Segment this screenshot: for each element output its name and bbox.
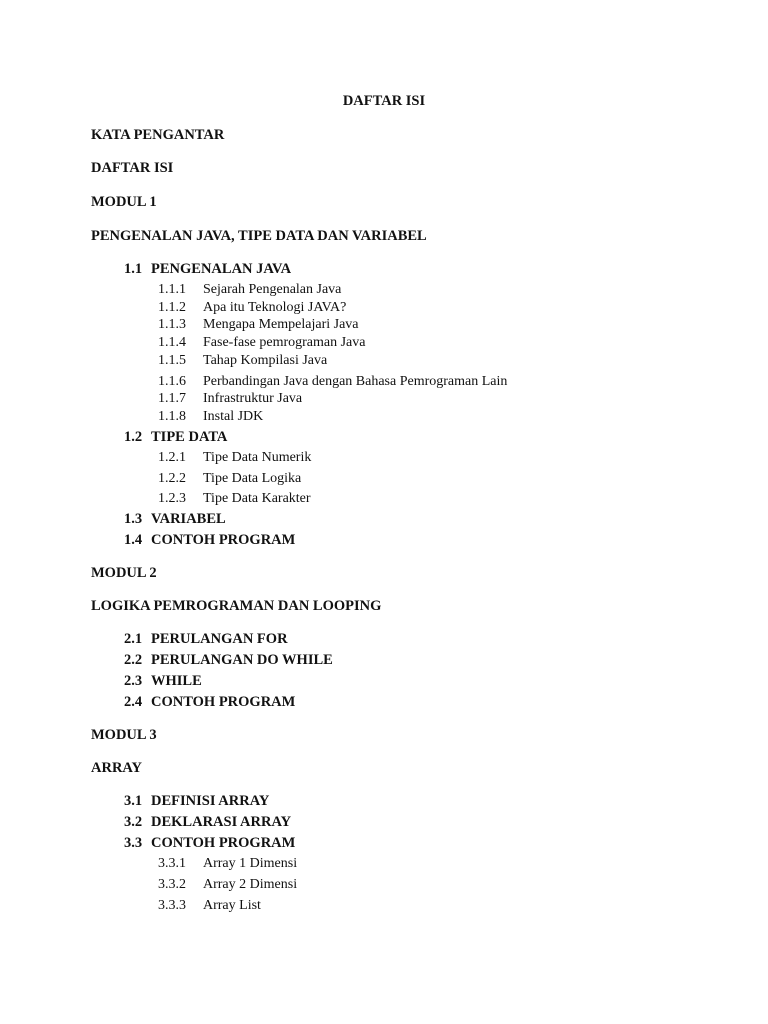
toc-subsection — [158, 450, 311, 466]
section-label: PENGENALAN JAVA — [151, 261, 292, 277]
toc-subsection — [158, 335, 365, 351]
subsection-number: 1.1.6 — [158, 374, 186, 389]
subsection-label: Fase-fase pemrograman Java — [203, 335, 366, 350]
section-label: CONTOH PROGRAM — [151, 532, 296, 548]
subsection-label: Array List — [203, 898, 261, 913]
toc-section — [124, 814, 291, 831]
toc-section — [124, 835, 295, 852]
toc-modul-2-label: MODUL 2 — [91, 565, 157, 581]
toc-subsection — [158, 374, 507, 390]
section-label: DEKLARASI ARRAY — [151, 814, 292, 830]
section-number: 1.1 — [124, 261, 143, 277]
page-title: DAFTAR ISI — [342, 93, 426, 109]
section-number: 1.2 — [124, 429, 143, 445]
toc-subsection — [158, 391, 302, 407]
section-number: 1.3 — [124, 511, 143, 527]
subsection-number: 1.2.3 — [158, 491, 186, 506]
subsection-label: Tipe Data Karakter — [203, 491, 311, 506]
subsection-number: 1.1.2 — [158, 300, 186, 315]
toc-subsection — [158, 856, 297, 872]
toc-modul-1-label: MODUL 1 — [91, 194, 157, 210]
toc-subsection — [158, 877, 297, 893]
toc-section — [124, 793, 269, 810]
subsection-label: Tipe Data Logika — [203, 471, 302, 486]
toc-section — [124, 652, 333, 669]
subsection-label: Tipe Data Numerik — [203, 450, 312, 465]
subsection-label: Array 2 Dimensi — [203, 877, 298, 892]
section-number: 2.4 — [124, 694, 143, 710]
section-number: 2.3 — [124, 673, 143, 689]
subsection-number: 3.3.3 — [158, 898, 186, 913]
toc-kata-pengantar: KATA PENGANTAR — [91, 127, 225, 143]
section-label: VARIABEL — [151, 511, 226, 527]
subsection-number: 1.2.2 — [158, 471, 186, 486]
subsection-number: 1.2.1 — [158, 450, 186, 465]
toc-subsection — [158, 317, 359, 333]
toc-daftar-isi: DAFTAR ISI — [91, 160, 174, 176]
toc-subsection — [158, 282, 341, 298]
subsection-number: 1.1.5 — [158, 353, 186, 368]
subsection-number: 1.1.3 — [158, 317, 186, 332]
toc-section — [124, 631, 288, 648]
toc-section — [124, 429, 227, 446]
section-label: WHILE — [151, 673, 202, 689]
section-label: PERULANGAN DO WHILE — [151, 652, 333, 668]
subsection-number: 3.3.1 — [158, 856, 186, 871]
toc-modul-3-title: ARRAY — [91, 760, 143, 776]
section-number: 2.2 — [124, 652, 143, 668]
section-label: DEFINISI ARRAY — [151, 793, 270, 809]
subsection-number: 1.1.7 — [158, 391, 186, 406]
section-number: 3.3 — [124, 835, 143, 851]
section-number: 2.1 — [124, 631, 143, 647]
toc-section — [124, 261, 291, 278]
toc-subsection — [158, 409, 263, 425]
toc-subsection — [158, 300, 346, 316]
subsection-label: Tahap Kompilasi Java — [203, 353, 328, 368]
toc-subsection — [158, 491, 311, 507]
toc-subsection — [158, 898, 261, 914]
toc-modul-3-label: MODUL 3 — [91, 727, 157, 743]
toc-section — [124, 694, 295, 711]
toc-modul-1-title: PENGENALAN JAVA, TIPE DATA DAN VARIABEL — [91, 228, 427, 244]
toc-section — [124, 532, 295, 549]
subsection-number: 1.1.4 — [158, 335, 186, 350]
section-label: PERULANGAN FOR — [151, 631, 288, 647]
subsection-label: Mengapa Mempelajari Java — [203, 317, 359, 332]
subsection-label: Perbandingan Java dengan Bahasa Pemrograman Lain — [203, 374, 508, 389]
section-number: 1.4 — [124, 532, 143, 548]
subsection-number: 3.3.2 — [158, 877, 186, 892]
toc-subsection — [158, 353, 327, 369]
section-label: TIPE DATA — [151, 429, 228, 445]
section-label: CONTOH PROGRAM — [151, 835, 296, 851]
subsection-label: Apa itu Teknologi JAVA? — [203, 300, 347, 315]
section-number: 3.1 — [124, 793, 143, 809]
toc-section — [124, 511, 226, 528]
toc-section — [124, 673, 202, 690]
subsection-number: 1.1.1 — [158, 282, 186, 297]
subsection-label: Sejarah Pengenalan Java — [203, 282, 342, 297]
subsection-label: Infrastruktur Java — [203, 391, 303, 406]
toc-subsection — [158, 471, 301, 487]
section-label: CONTOH PROGRAM — [151, 694, 296, 710]
subsection-number: 1.1.8 — [158, 409, 186, 424]
subsection-label: Instal JDK — [203, 409, 264, 424]
toc-modul-2-title: LOGIKA PEMROGRAMAN DAN LOOPING — [91, 598, 382, 614]
section-number: 3.2 — [124, 814, 143, 830]
subsection-label: Array 1 Dimensi — [203, 856, 298, 871]
